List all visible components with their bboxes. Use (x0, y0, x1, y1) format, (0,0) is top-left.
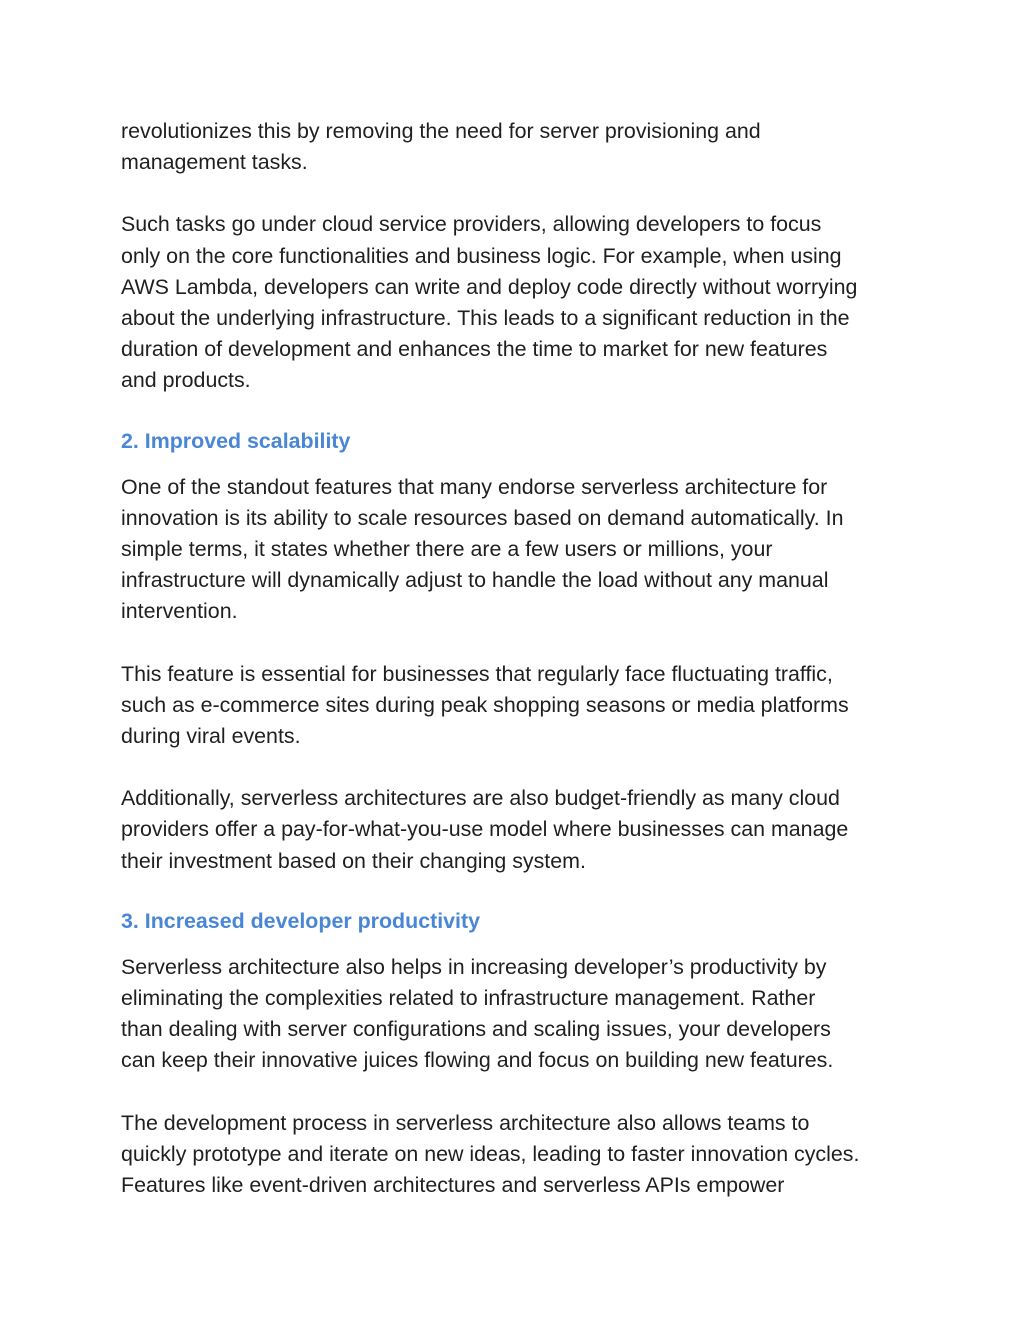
productivity-paragraph-1 (121, 952, 911, 1077)
text-line: intervention. (121, 599, 238, 624)
paragraph-spacer (121, 178, 911, 209)
text-line: innovation is its ability to scale resources based on demand automatically. In (121, 505, 844, 530)
text-line: than dealing with server configurations and scaling issues, your developers (121, 1017, 831, 1042)
text-line: eliminating the complexities related to infrastructure management. Rather (121, 986, 816, 1011)
document-page (121, 116, 911, 1201)
paragraph-spacer (121, 628, 911, 659)
text-line: Features like event-driven architectures and serverless APIs empower (121, 1173, 785, 1198)
text-line: quickly prototype and iterate on new ideas, leading to faster innovation cycles. (121, 1141, 860, 1166)
productivity-paragraph-2 (121, 1108, 911, 1202)
text-line: only on the core functionalities and business logic. For example, when using (121, 243, 842, 268)
text-line: such as e-commerce sites during peak shopping seasons or media platforms (121, 692, 849, 717)
section-heading-scalability: 2. Improved scalability (121, 428, 351, 453)
text-line: duration of development and enhances the time to market for new features (121, 337, 828, 362)
text-line: during viral events. (121, 724, 301, 749)
text-line: simple terms, it states whether there are a few users or millions, your (121, 537, 773, 562)
text-line: infrastructure will dynamically adjust to handle the load without any manual (121, 568, 829, 593)
text-line: One of the standout features that many endorse serverless architecture for (121, 474, 828, 499)
text-line: and products. (121, 368, 251, 393)
text-line: their investment based on their changing system. (121, 848, 586, 873)
tasks-paragraph (121, 209, 911, 396)
text-line: Such tasks go under cloud service providers, allowing developers to focus (121, 212, 822, 237)
text-line: The development process in serverless architecture also allows teams to (121, 1110, 810, 1135)
text-line: providers offer a pay-for-what-you-use model where businesses can manage (121, 817, 849, 842)
text-line: revolutionizes this by removing the need for server provisioning and (121, 119, 761, 143)
heading-spacer (121, 457, 911, 472)
text-line: Additionally, serverless architectures are also budget-friendly as many cloud (121, 786, 840, 811)
intro-paragraph (121, 116, 911, 178)
paragraph-spacer (121, 1077, 911, 1108)
scalability-paragraph-2 (121, 659, 911, 753)
text-line: This feature is essential for businesses that regularly face fluctuating traffic, (121, 661, 833, 686)
text-line: Serverless architecture also helps in increasing developer’s productivity by (121, 954, 827, 979)
scalability-paragraph-1 (121, 472, 911, 628)
text-line: can keep their innovative juices flowing and focus on building new features. (121, 1048, 834, 1073)
scalability-paragraph-3 (121, 783, 911, 877)
paragraph-spacer (121, 877, 911, 906)
text-line: management tasks. (121, 150, 308, 175)
text-line: about the underlying infrastructure. This leads to a significant reduction in the (121, 306, 850, 331)
paragraph-spacer (121, 752, 911, 783)
paragraph-spacer (121, 397, 911, 426)
text-line: AWS Lambda, developers can write and deploy code directly without worrying (121, 274, 858, 299)
section-heading-productivity: 3. Increased developer productivity (121, 908, 481, 933)
heading-spacer (121, 937, 911, 952)
